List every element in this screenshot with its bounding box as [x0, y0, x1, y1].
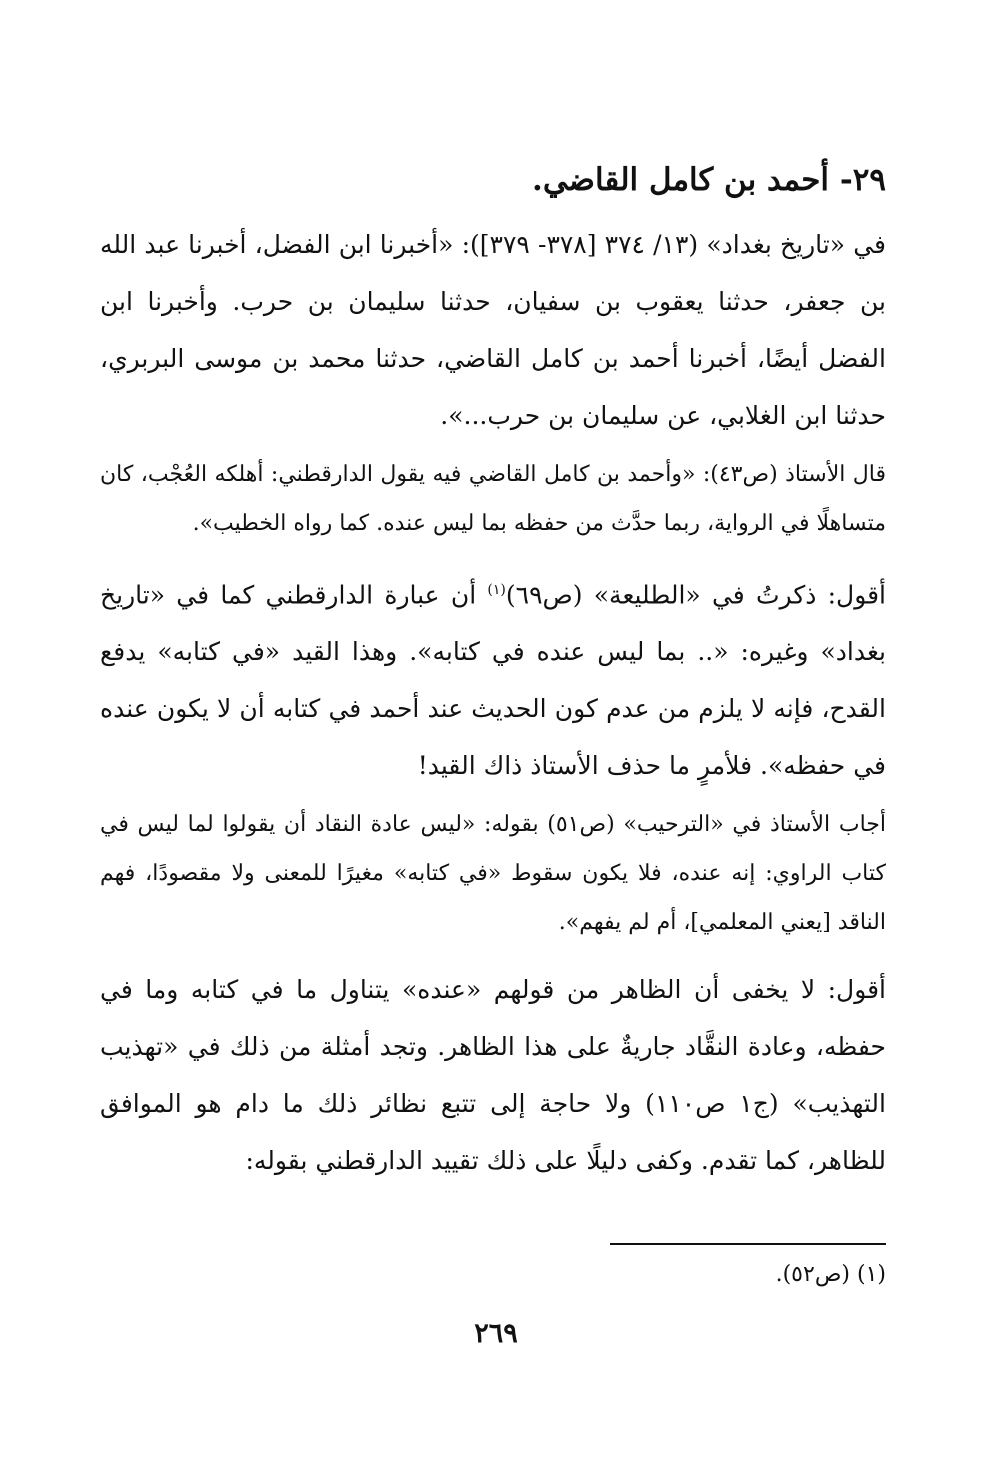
- paragraph-ustadh-quote: قال الأستاذ (ص٤٣): «وأحمد بن كامل القاضي فيه يقول الدارقطني: أهلكه العُجْب، كان متساهلًا في الرواية، ربما حدَّث من حفظه بما ليس عنده. كما رواه الخطيب».: [100, 462, 887, 536]
- paragraph-reply-rest: أن عبارة الدارقطني كما في «تاريخ بغداد» وغيره: «.. بما ليس عنده في كتابه». وهذا القيد «في كتابه» يدفع القدح، فإنه لا يلزم من عدم كون الحديث عند أحمد في كتابه أن لا يكون عنده في حفظه». فلأمرٍ ما حذف الأستاذ ذاك القيد!: [100, 580, 886, 781]
- footnote-marker: (١): [487, 582, 506, 598]
- paragraph-quote-tarikh-baghdad: في «تاريخ بغداد» (١٣/ ٣٧٤ [٣٧٨- ٣٧٩]): «أخبرنا ابن الفضل، أخبرنا عبد الله بن جعفر، حدثنا يعقوب بن سفيان، حدثنا سليمان بن حرب. وأخبرنا ابن الفضل أيضًا، أخبرنا أحمد بن كامل القاضي، حدثنا محمد بن موسى البربري، حدثنا ابن الغلابي، عن سليمان بن حرب...».: [100, 230, 887, 430]
- entry-heading: ٢٩- أحمد بن كامل القاضي.: [532, 162, 886, 198]
- paragraph-reply-tali-a: [100, 562, 886, 794]
- paragraph-final-reply: أقول: لا يخفى أن الظاهر من قولهم «عنده» يتناول ما في كتابه وما في حفظه، وعادة النقَّاد جاريةٌ على هذا الظاهر. وتجد أمثلة من ذلك في «تهذيب التهذيب» (ج١ ص١١٠) ولا حاجة إلى تتبع نظائر ذلك ما دام هو الموافق للظاهر، كما تقدم. وكفى دليلًا على ذلك تقييد الدارقطني بقوله:: [100, 975, 886, 1176]
- paragraph-reply-start: أقول: ذكرتُ في «الطليعة» (ص٦٩): [505, 580, 887, 610]
- paragraph-tarheeb-quote: أجاب الأستاذ في «الترحيب» (ص٥١) بقوله: «ليس عادة النقاد أن يقولوا لما ليس في كتاب الراوي: إنه عنده، فلا يكون سقوط «في كتابه» مغيرًا للمعنى ولا مقصودًا، فهم الناقد [يعني المعلمي]، أم لم يفهم».: [100, 812, 886, 936]
- page-number: ٢٦٩: [474, 1318, 518, 1349]
- page-body: [100, 150, 886, 1195]
- footnote-text: (١) (ص٥٢).: [775, 1262, 886, 1287]
- footnote-divider: [610, 1243, 886, 1245]
